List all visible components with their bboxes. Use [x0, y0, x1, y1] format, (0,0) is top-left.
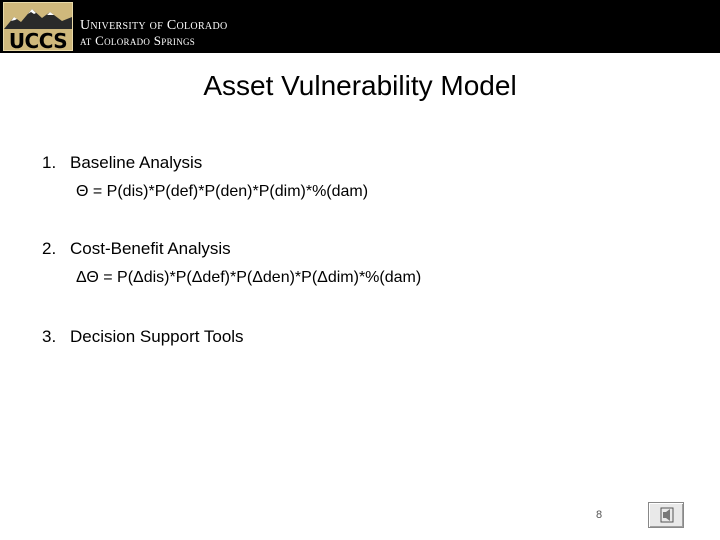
- list-item-baseline: [42, 153, 202, 173]
- list-item-label: Baseline Analysis: [70, 153, 203, 172]
- sound-icon: [660, 507, 674, 523]
- page-number: 8: [596, 509, 603, 521]
- list-item-number: 1.: [42, 153, 57, 172]
- baseline-formula: Θ = P(dis)*P(def)*P(den)*P(dim)*%(dam): [76, 183, 369, 200]
- slide-title: Asset Vulnerability Model: [203, 70, 517, 101]
- uccs-logo: [3, 2, 73, 51]
- logo-text: UCCS: [8, 29, 68, 51]
- list-item-label: Decision Support Tools: [70, 327, 244, 346]
- cost-benefit-formula: ΔΘ = P(Δdis)*P(Δdef)*P(Δden)*P(Δdim)*%(dam): [76, 269, 422, 286]
- list-item-cost-benefit: [42, 239, 231, 259]
- university-name: University of Colorado: [80, 18, 228, 33]
- list-item-number: 3.: [42, 327, 57, 346]
- list-item-decision-support: [42, 327, 244, 347]
- university-campus: at Colorado Springs: [80, 33, 196, 48]
- list-item-number: 2.: [42, 239, 57, 258]
- header-bar: [0, 0, 720, 53]
- list-item-label: Cost-Benefit Analysis: [70, 239, 231, 258]
- sound-button[interactable]: [648, 502, 684, 528]
